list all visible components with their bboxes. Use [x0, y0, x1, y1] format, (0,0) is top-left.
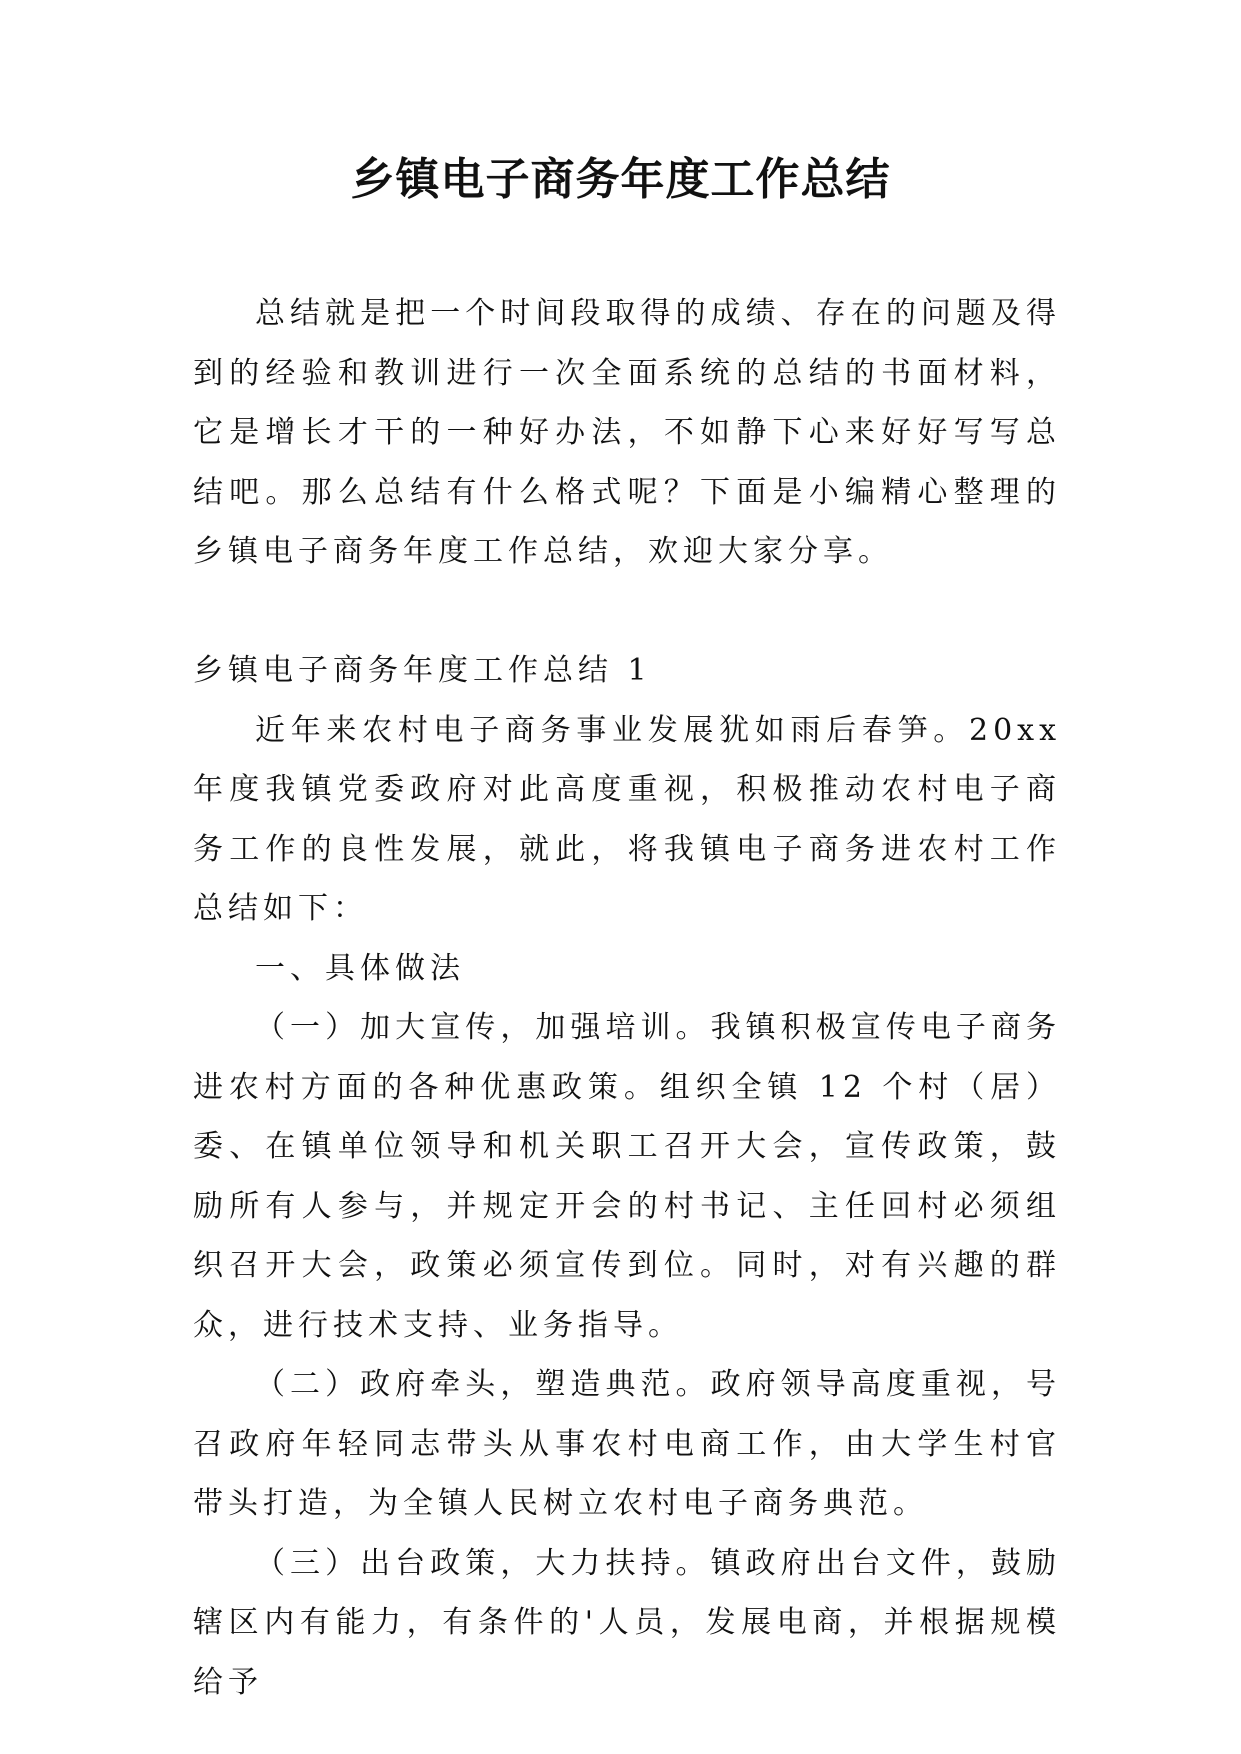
body-paragraph-4: （三）出台政策，大力扶持。镇政府出台文件，鼓励辖区内有能力，有条件的'人员，发展电商，并根据规模给予 [193, 1545, 1061, 1700]
body-paragraph-3: （二）政府牵头，塑造典范。政府领导高度重视，号召政府年轻同志带头从事农村电商工作，由大学生村官带头打造，为全镇人民树立农村电子商务典范。 [193, 1367, 1061, 1521]
body-paragraph-1: 近年来农村电子商务事业发展犹如雨后春笋。20xx 年度我镇党委政府对此高度重视，积极推动农村电子商务工作的良性发展，就此，将我镇电子商务进农村工作总结如下： [193, 712, 1061, 926]
document-body [193, 284, 1061, 1712]
subheading-specific-measures: 一、具体做法 [255, 950, 465, 986]
paragraph-spacer [193, 582, 1061, 642]
body-paragraph-2: （一）加大宣传，加强培训。我镇积极宣传电子商务进农村方面的各种优惠政策。组织全镇 12 个村（居）委、在镇单位领导和机关职工召开大会，宣传政策，鼓励所有人参与，并规定开会的村书记、主任回村必须组织召开大会，政策必须宣传到位。同时，对有兴趣的群众，进行技术支持、业务指导。 [193, 1010, 1061, 1343]
intro-paragraph: 总结就是把一个时间段取得的成绩、存在的问题及得到的经验和教训进行一次全面系统的总结的书面材料，它是增长才干的一种好办法，不如静下心来好好写写总结吧。那么总结有什么格式呢？下面是小编精心整理的乡镇电子商务年度工作总结，欢迎大家分享。 [193, 296, 1061, 569]
section-heading: 乡镇电子商务年度工作总结 1 [193, 653, 652, 688]
document-title: 乡镇电子商务年度工作总结 [350, 154, 891, 205]
